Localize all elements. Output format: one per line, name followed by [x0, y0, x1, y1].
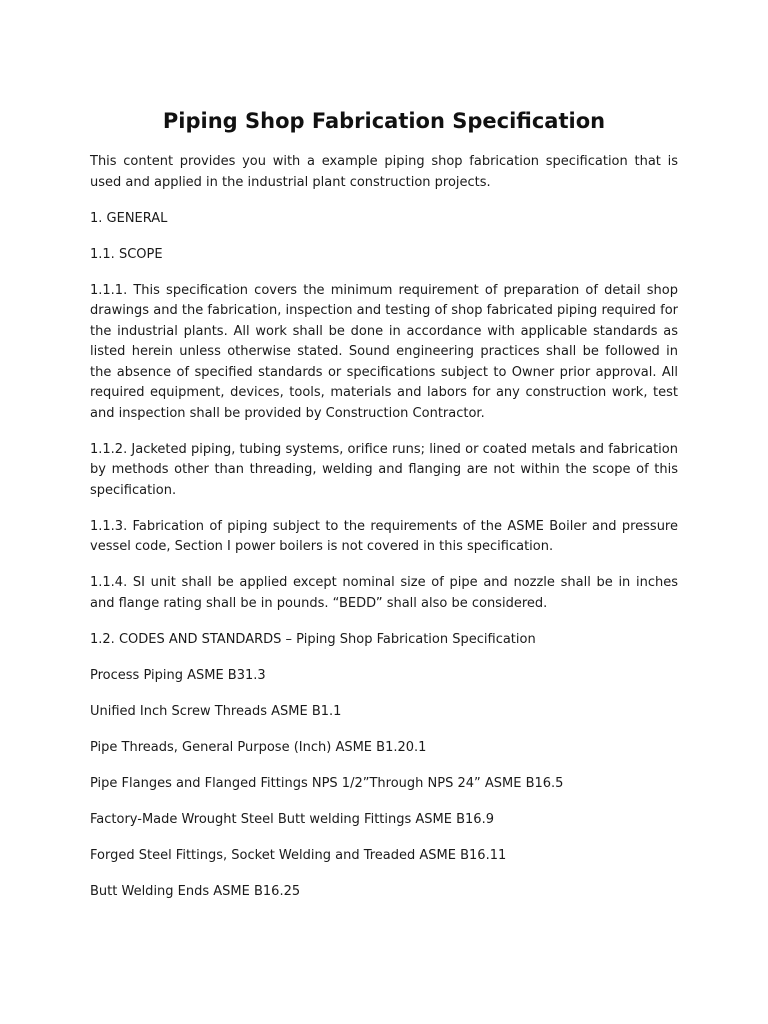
standard-item: Process Piping ASME B31.3	[90, 667, 266, 683]
section-heading-scope: 1.1. SCOPE	[90, 246, 163, 262]
standard-item: Pipe Flanges and Flanged Fittings NPS 1/2”Through NPS 24” ASME B16.5	[90, 775, 564, 791]
standard-item: Forged Steel Fittings, Socket Welding and Treaded ASME B16.11	[90, 847, 507, 863]
paragraph-1-1-2: 1.1.2. Jacketed piping, tubing systems, orifice runs; lined or coated metals and fabrication by methods other than threading, welding and flanging are not within the scope of this specification.	[90, 441, 678, 498]
paragraph-1-1-1: 1.1.1. This specification covers the minimum requirement of preparation of detail shop drawings and the fabrication, inspection and testing of shop fabricated piping required for the industrial plants. All work shall be done in accordance with applicable standards as listed herein unless otherwise stated. Sound engineering practices shall be followed in the absence of specified standards or specifications subject to Owner prior approval. All required equipment, devices, tools, materials and labors for any construction work, test and inspection shall be provided by Construction Contractor.	[90, 282, 678, 421]
standard-item: Factory-Made Wrought Steel Butt welding Fittings ASME B16.9	[90, 811, 494, 827]
standard-item: Butt Welding Ends ASME B16.25	[90, 883, 301, 899]
paragraph-1-1-4: 1.1.4. SI unit shall be applied except nominal size of pipe and nozzle shall be in inches and flange rating shall be in pounds. “BEDD” shall also be considered.	[90, 575, 678, 611]
standard-item: Pipe Threads, General Purpose (Inch) ASME B1.20.1	[90, 739, 427, 755]
standard-item: Unified Inch Screw Threads ASME B1.1	[90, 703, 342, 719]
section-heading-general: 1. GENERAL	[90, 210, 168, 226]
document-title: Piping Shop Fabrication Specification	[162, 109, 606, 133]
document-body	[90, 152, 678, 918]
section-heading-codes: 1.2. CODES AND STANDARDS – Piping Shop Fabrication Specification	[90, 631, 536, 647]
intro-paragraph: This content provides you with a example piping shop fabrication specification that is used and applied in the industrial plant construction projects.	[90, 154, 678, 190]
paragraph-1-1-3: 1.1.3. Fabrication of piping subject to the requirements of the ASME Boiler and pressure vessel code, Section I power boilers is not covered in this specification.	[90, 518, 678, 554]
